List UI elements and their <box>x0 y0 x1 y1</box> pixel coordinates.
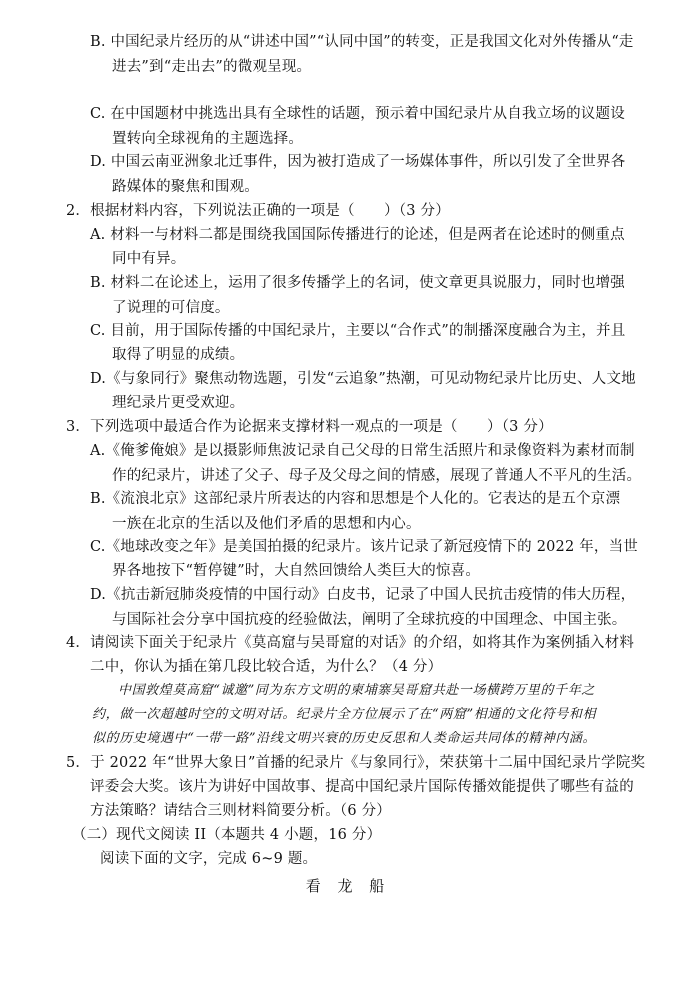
text-line: 理纪录片更受欢迎。 <box>112 395 245 411</box>
text-line: D.《抗击新冠肺炎疫情的中国行动》白皮书，记录了中国人民抗击疫情的伟大历程， <box>90 587 636 603</box>
text-line: A.《俺爹俺娘》是以摄影师焦波记录自己父母的日常生活照片和录像资料为素材而制 <box>90 443 635 459</box>
text-line: B. 中国纪录片经历的从“讲述中国”“认同中国”的转变，正是我国文化对外传播从“走 <box>90 34 634 50</box>
text-line: 置转向全球视角的主题选择。 <box>112 131 304 147</box>
text-line: 4．请阅读下面关于纪录片《莫高窟与吴哥窟的对话》的介绍，如将其作为案例插入材料 <box>66 635 635 651</box>
text-line: B. 材料二在论述上，运用了很多传播学上的名词，使文章更具说服力，同时也增强 <box>90 275 625 291</box>
text-line: C. 目前，用于国际传播的中国纪录片，主要以“合作式”的制播深度融合为主，并且 <box>90 323 626 339</box>
text-line: 阅读下面的文字，完成 6~9 题。 <box>100 851 318 867</box>
text-line: 约，做一次超越时空的文明对话。纪录片全方位展示了在“两窟”相通的文化符号和相 <box>92 707 597 722</box>
text-line: 界各地按下“暂停键”时，大自然回馈给人类巨大的惊喜。 <box>112 563 481 579</box>
text-line: 进去”到“走出去”的微观呈现。 <box>112 59 312 75</box>
text-line: 3．下列选项中最适合作为论据来支撑材料一观点的一项是（ ）（3 分） <box>66 419 553 435</box>
text-line: 二中，你认为插在第几段比较合适，为什么？（4 分） <box>90 659 443 675</box>
text-line: 与国际社会分享中国抗疫的经验做法，阐明了全球抗疫的中国理念、中国主张。 <box>112 612 627 628</box>
text-line: 取得了明显的成绩。 <box>112 347 245 363</box>
text-line: C.《地球改变之年》是美国拍摄的纪录片。该片记录了新冠疫情下的 2022 年，当世 <box>90 539 639 555</box>
text-line: C. 在中国题材中挑选出具有全球性的话题，预示着中国纪录片从自我立场的议题设 <box>90 106 625 122</box>
text-line: （二）现代文阅读 II（本题共 4 小题，16 分） <box>72 827 382 843</box>
text-line: 一族在北京的生活以及他们矛盾的思想和内心。 <box>112 516 421 532</box>
text-line: 5．于 2022 年“世界大象日”首播的纪录片《与象同行》，荣获第十二届中国纪录片学院奖 <box>66 755 646 771</box>
text-line: A. 材料一与材料二都是围绕我国国际传播进行的论述，但是两者在论述时的侧重点 <box>90 227 625 243</box>
text-line: 中国敦煌莫高窟“诚邀”同为东方文明的柬埔寨吴哥窟共赴一场横跨万里的千年之 <box>118 683 595 698</box>
text-line: 2．根据材料内容，下列说法正确的一项是（ ）（3 分） <box>66 203 450 219</box>
text-line: 路媒体的聚焦和围观。 <box>112 179 259 195</box>
text-line: 作的纪录片，讲述了父子、母子及父母之间的情感，展现了普通人不平凡的生活。 <box>112 468 642 484</box>
text-line: 同中有异。 <box>112 251 186 267</box>
text-line: 似的历史境遇中“一带一路”沿线文明兴衰的历史反思和人类命运共同体的精神内涵。 <box>92 731 597 746</box>
article-title: 看 龙 船 <box>305 877 391 895</box>
text-line: 了说理的可信度。 <box>112 300 230 316</box>
text-line: B.《流浪北京》这部纪录片所表达的内容和思想是个人化的。它表达的是五个京漂 <box>90 491 621 507</box>
text-line: 方法策略？请结合三则材料简要分析。（6 分） <box>90 803 391 819</box>
text-line: 评委会大奖。该片为讲好中国故事、提高中国纪录片国际传播效能提供了哪些有益的 <box>90 779 634 795</box>
text-line: D. 中国云南亚洲象北迁事件，因为被打造成了一场媒体事件，所以引发了全世界各 <box>90 154 626 170</box>
text-line: D.《与象同行》聚焦动物选题，引发“云追象”热潮，可见动物纪录片比历史、人文地 <box>90 371 636 387</box>
